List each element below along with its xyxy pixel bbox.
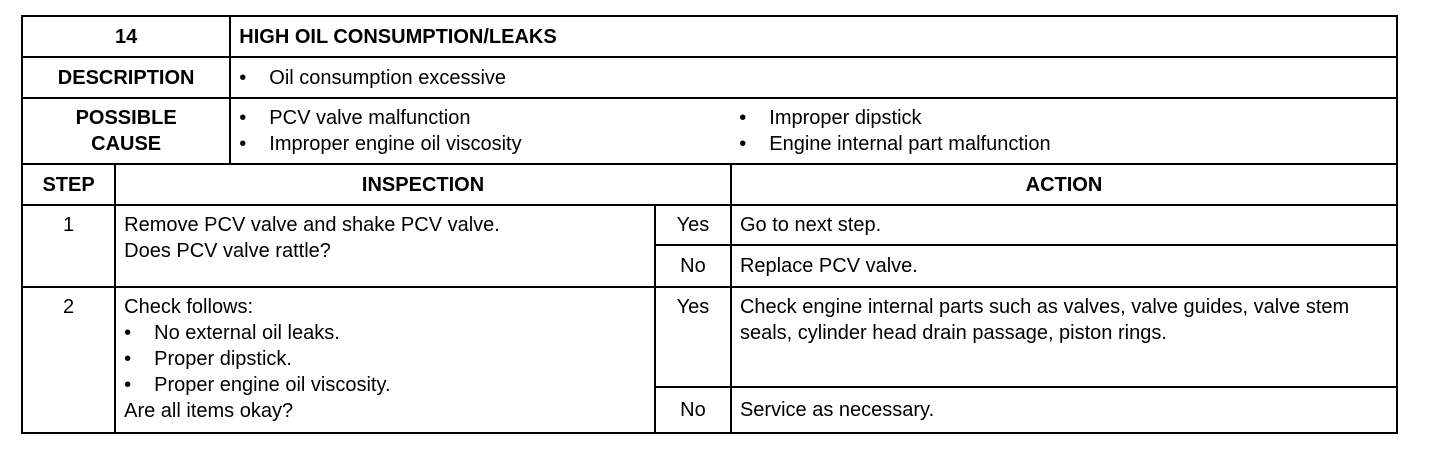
action-cell: Service as necessary. — [731, 387, 1397, 433]
no-label: No — [655, 245, 731, 287]
bullet-icon: • — [124, 348, 132, 370]
check-item: • Proper dipstick. — [124, 348, 292, 370]
cause-column-2 — [739, 105, 1239, 157]
possible-cause-label: POSSIBLE CAUSE — [22, 98, 230, 164]
action-cell: Check engine internal parts such as valves, valve guides, valve stem seals, cylinder head drain passage, piston rings. — [731, 287, 1397, 387]
description-row — [22, 57, 1397, 98]
table-row — [22, 205, 1397, 245]
cause-item: • Improper dipstick — [739, 107, 922, 129]
cause-item: • Improper engine oil viscosity — [239, 133, 522, 155]
inspection-column-header: INSPECTION — [115, 164, 731, 205]
yes-label: Yes — [655, 205, 731, 245]
cause-item: • Engine internal part malfunction — [739, 133, 1051, 155]
troubleshooting-number: 14 — [22, 16, 230, 57]
column-header-row — [22, 164, 1397, 205]
inspection-cell: Remove PCV valve and shake PCV valve. Does PCV valve rattle? — [115, 205, 655, 287]
cause-column-1 — [239, 105, 739, 157]
bullet-icon: • — [239, 66, 247, 89]
action-column-header: ACTION — [731, 164, 1397, 205]
check-item: • Proper engine oil viscosity. — [124, 374, 391, 396]
bullet-icon: • — [124, 322, 132, 344]
bullet-icon: • — [124, 374, 132, 396]
check-item: • No external oil leaks. — [124, 322, 340, 344]
description-item: • Oil consumption excessive — [239, 66, 507, 89]
description-content — [230, 57, 1397, 98]
possible-cause-content — [230, 98, 1397, 164]
bullet-icon: • — [239, 107, 247, 129]
action-cell: Replace PCV valve. — [731, 245, 1397, 287]
no-label: No — [655, 387, 731, 433]
troubleshooting-table-document — [21, 15, 1398, 434]
possible-cause-row — [22, 98, 1397, 164]
yes-label: Yes — [655, 287, 731, 387]
action-cell: Go to next step. — [731, 205, 1397, 245]
inspection-cell: Check follows: • No external oil leaks. • Proper dipstick. • Proper engine oil viscosity. Are all items okay? — [115, 287, 655, 433]
troubleshooting-title: HIGH OIL CONSUMPTION/LEAKS — [230, 16, 1397, 57]
bullet-icon: • — [739, 107, 747, 129]
table-row — [22, 287, 1397, 387]
header-row — [22, 16, 1397, 57]
step-column-header: STEP — [22, 164, 115, 205]
bullet-icon: • — [239, 133, 247, 155]
cause-item: • PCV valve malfunction — [239, 107, 471, 129]
troubleshooting-table — [21, 15, 1398, 434]
step-number: 2 — [22, 287, 115, 433]
description-label: DESCRIPTION — [22, 57, 230, 98]
bullet-icon: • — [739, 133, 747, 155]
step-number: 1 — [22, 205, 115, 287]
